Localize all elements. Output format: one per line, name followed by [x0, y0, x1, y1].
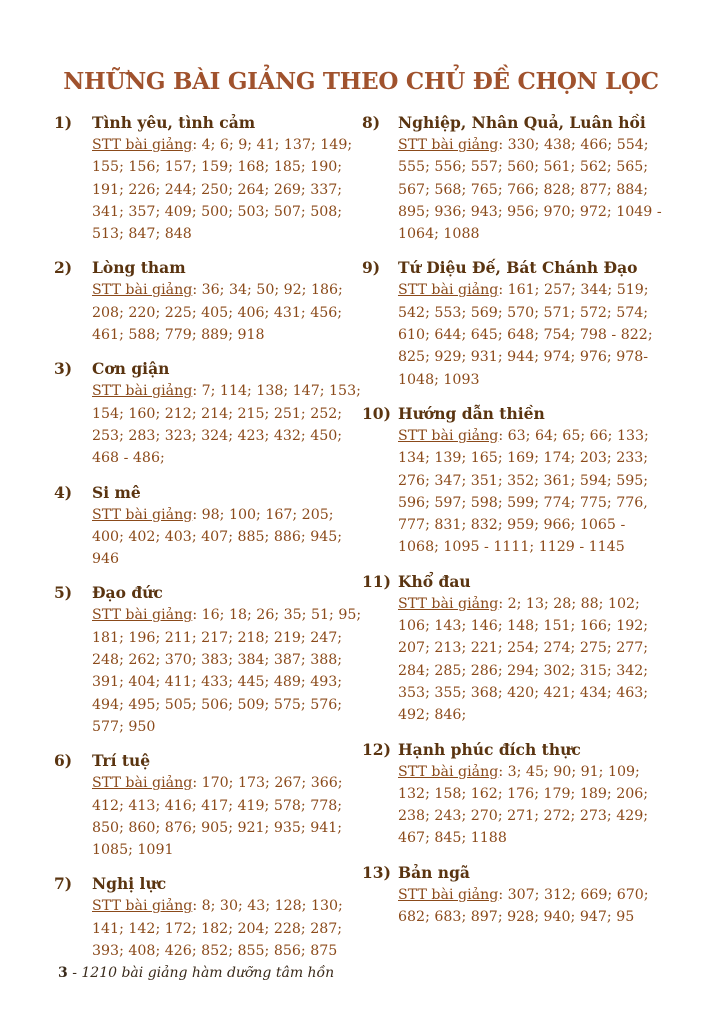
- lecture-line: [92, 504, 364, 526]
- topic-heading: [362, 112, 672, 134]
- lecture-line: 895; 936; 943; 956; 970; 972; 1049 -: [398, 203, 662, 220]
- lecture-line: 253; 283; 323; 324; 423; 432; 450;: [92, 427, 343, 444]
- lecture-values: : 98; 100; 167; 205;: [192, 506, 334, 523]
- lecture-line: 341; 357; 409; 500; 503; 507; 508;: [92, 203, 343, 220]
- topic-item: [54, 257, 364, 346]
- topic-number: 4): [54, 482, 73, 502]
- lecture-line: [398, 279, 672, 301]
- lecture-values: : 3; 45; 90; 91; 109;: [498, 763, 640, 780]
- lecture-numbers: [54, 504, 364, 571]
- lecture-label: STT bài giảng: [92, 383, 193, 400]
- lecture-line: 682; 683; 897; 928; 940; 947; 95: [398, 909, 635, 926]
- topic-item: [362, 862, 672, 929]
- lecture-line: 391; 404; 411; 433; 445; 489; 493;: [92, 674, 343, 691]
- lecture-numbers: [362, 593, 672, 727]
- topic-title: Hướng dẫn thiền: [398, 403, 545, 423]
- lecture-line: 284; 285; 286; 294; 302; 315; 342;: [398, 662, 649, 679]
- topic-heading: [54, 257, 364, 279]
- lecture-line: 400; 402; 403; 407; 885; 886; 945;: [92, 528, 343, 545]
- lecture-line: 191; 226; 244; 250; 264; 269; 337;: [92, 181, 343, 198]
- lecture-line: [398, 884, 672, 906]
- topic-title: Nghị lực: [92, 874, 167, 894]
- topic-item: [362, 739, 672, 850]
- lecture-line: 238; 243; 270; 271; 272; 273; 429;: [398, 808, 649, 825]
- lecture-numbers: [362, 761, 672, 850]
- lecture-values: : 330; 438; 466; 554;: [498, 137, 649, 153]
- topic-number: 10): [362, 403, 391, 423]
- lecture-values: : 170; 173; 267; 366;: [192, 775, 343, 792]
- topic-heading: [362, 403, 672, 425]
- lecture-label: STT bài giảng: [92, 506, 193, 523]
- lecture-line: 134; 139; 165; 169; 174; 203; 233;: [398, 450, 649, 467]
- lecture-line: 542; 553; 569; 570; 571; 572; 574;: [398, 304, 649, 321]
- topic-number: 3): [54, 359, 73, 379]
- lecture-line: 207; 213; 221; 254; 274; 275; 277;: [398, 640, 649, 657]
- lecture-line: 577; 950: [92, 718, 156, 735]
- lecture-line: 154; 160; 212; 214; 215; 251; 252;: [92, 405, 343, 422]
- topic-heading: [54, 582, 364, 604]
- topic-heading: [362, 862, 672, 884]
- lecture-line: [92, 380, 364, 402]
- lecture-line: 412; 413; 416; 417; 419; 578; 778;: [92, 797, 343, 814]
- topic-title: Si mê: [92, 482, 141, 502]
- lecture-line: 610; 644; 645; 648; 754; 798 - 822;: [398, 327, 653, 344]
- lecture-line: 276; 347; 351; 352; 361; 594; 595;: [398, 472, 649, 489]
- lecture-line: [92, 134, 364, 156]
- lecture-line: 132; 158; 162; 176; 179; 189; 206;: [398, 785, 649, 802]
- lecture-line: 1068; 1095 - 1111; 1129 - 1145: [398, 539, 625, 556]
- lecture-line: [398, 134, 672, 156]
- lecture-line: 825; 929; 931; 944; 974; 976; 978-: [398, 349, 649, 366]
- topic-number: 6): [54, 751, 73, 771]
- lecture-label: STT bài giảng: [92, 775, 193, 792]
- lecture-line: 946: [92, 551, 120, 568]
- topic-item: [54, 482, 364, 571]
- lecture-label: STT bài giảng: [92, 607, 193, 624]
- lecture-line: 248; 262; 370; 383; 384; 387; 388;: [92, 652, 343, 669]
- page-footer: [58, 965, 334, 981]
- lecture-line: 155; 156; 157; 159; 168; 185; 190;: [92, 159, 343, 176]
- topic-item: [54, 582, 364, 738]
- topic-heading: [54, 873, 364, 895]
- lecture-line: 494; 495; 505; 506; 509; 575; 576;: [92, 696, 343, 713]
- topic-number: 13): [362, 862, 391, 882]
- topic-item: [362, 403, 672, 559]
- topic-item: [54, 358, 364, 469]
- lecture-line: 467; 845; 1188: [398, 830, 507, 847]
- topic-item: [54, 873, 364, 962]
- topic-item: [54, 750, 364, 861]
- lecture-values: : 16; 18; 26; 35; 51; 95;: [192, 607, 362, 624]
- topic-column-left: [54, 112, 364, 974]
- lecture-values: : 63; 64; 65; 66; 133;: [498, 427, 649, 444]
- lecture-line: 777; 831; 832; 959; 966; 1065 -: [398, 517, 626, 534]
- lecture-label: STT bài giảng: [398, 427, 499, 444]
- topic-title: Cơn giận: [92, 359, 170, 379]
- lecture-values: : 307; 312; 669; 670;: [498, 886, 649, 903]
- lecture-label: STT bài giảng: [92, 282, 193, 299]
- topic-heading: [362, 257, 672, 279]
- lecture-values: : 36; 34; 50; 92; 186;: [192, 282, 343, 299]
- lecture-numbers: [54, 895, 364, 962]
- lecture-line: [398, 593, 672, 615]
- topic-heading: [362, 571, 672, 593]
- lecture-line: [398, 425, 672, 447]
- footer-separator: -: [67, 965, 82, 981]
- lecture-line: [92, 604, 364, 626]
- lecture-line: 461; 588; 779; 889; 918: [92, 327, 265, 344]
- lecture-numbers: [54, 772, 364, 861]
- lecture-line: 850; 860; 876; 905; 921; 935; 941;: [92, 819, 343, 836]
- lecture-line: 555; 556; 557; 560; 561; 562; 565;: [398, 159, 649, 176]
- topic-heading: [54, 482, 364, 504]
- lecture-values: : 4; 6; 9; 41; 137; 149;: [192, 137, 353, 153]
- lecture-numbers: [54, 134, 364, 245]
- topic-number: 9): [362, 258, 381, 278]
- lecture-line: [92, 772, 364, 794]
- topic-title: Đạo đức: [92, 583, 163, 603]
- lecture-line: 208; 220; 225; 405; 406; 431; 456;: [92, 304, 343, 321]
- lecture-label: STT bài giảng: [398, 886, 499, 903]
- lecture-numbers: [362, 279, 672, 390]
- lecture-numbers: [362, 425, 672, 559]
- lecture-label: STT bài giảng: [92, 137, 193, 153]
- topic-title: Bản ngã: [398, 862, 470, 882]
- lecture-values: : 161; 257; 344; 519;: [498, 282, 649, 299]
- topic-item: [362, 112, 672, 245]
- lecture-numbers: [362, 134, 672, 245]
- topic-title: Tình yêu, tình cảm: [92, 113, 256, 132]
- topic-number: 12): [362, 739, 391, 759]
- lecture-line: 393; 408; 426; 852; 855; 856; 875: [92, 943, 338, 960]
- lecture-line: [92, 895, 364, 917]
- topic-number: 2): [54, 258, 73, 278]
- lecture-line: [92, 279, 364, 301]
- topic-title: Lòng tham: [92, 258, 186, 278]
- lecture-line: 567; 568; 765; 766; 828; 877; 884;: [398, 181, 649, 198]
- lecture-line: 1064; 1088: [398, 226, 480, 243]
- topic-item: [54, 112, 364, 245]
- topic-title: Trí tuệ: [92, 751, 151, 771]
- page-title: NHỮNG BÀI GIẢNG THEO CHỦ ĐỀ CHỌN LỌC: [63, 68, 659, 95]
- lecture-line: 1048; 1093: [398, 371, 480, 388]
- topic-item: [362, 571, 672, 727]
- lecture-line: [398, 761, 672, 783]
- topic-title: Hạnh phúc đích thực: [398, 739, 581, 759]
- lecture-line: 596; 597; 598; 599; 774; 775; 776,: [398, 494, 648, 511]
- topic-item: [362, 257, 672, 390]
- lecture-line: 353; 355; 368; 420; 421; 434; 463;: [398, 684, 649, 701]
- lecture-label: STT bài giảng: [92, 898, 193, 915]
- lecture-line: 492; 846;: [398, 707, 467, 724]
- topic-title: Khổ đau: [398, 571, 471, 591]
- lecture-line: 468 - 486;: [92, 450, 165, 467]
- topic-title: Tứ Diệu Đế, Bát Chánh Đạo: [398, 258, 638, 278]
- lecture-line: 141; 142; 172; 182; 204; 228; 287;: [92, 920, 343, 937]
- topic-number: 7): [54, 874, 73, 894]
- topic-number: 1): [54, 113, 73, 132]
- lecture-line: 513; 847; 848: [92, 226, 192, 243]
- lecture-label: STT bài giảng: [398, 137, 499, 153]
- topic-title: Nghiệp, Nhân Quả, Luân hồi: [398, 113, 646, 132]
- lecture-values: : 8; 30; 43; 128; 130;: [192, 898, 343, 915]
- lecture-label: STT bài giảng: [398, 282, 499, 299]
- topic-number: 8): [362, 113, 381, 132]
- lecture-numbers: [54, 604, 364, 738]
- lecture-line: 181; 196; 211; 217; 218; 219; 247;: [92, 629, 343, 646]
- lecture-numbers: [362, 884, 672, 929]
- lecture-label: STT bài giảng: [398, 595, 499, 612]
- lecture-values: : 7; 114; 138; 147; 153;: [192, 383, 361, 400]
- lecture-values: : 2; 13; 28; 88; 102;: [498, 595, 640, 612]
- topic-number: 11): [362, 571, 391, 591]
- topic-heading: [362, 739, 672, 761]
- lecture-line: 1085; 1091: [92, 842, 174, 859]
- lecture-label: STT bài giảng: [398, 763, 499, 780]
- topic-heading: [54, 112, 364, 134]
- topic-column-right: [362, 112, 672, 940]
- topic-heading: [54, 358, 364, 380]
- topic-heading: [54, 750, 364, 772]
- lecture-numbers: [54, 279, 364, 346]
- book-title: 1210 bài giảng hàm dưỡng tâm hồn: [81, 965, 335, 981]
- lecture-numbers: [54, 380, 364, 469]
- lecture-line: 106; 143; 146; 148; 151; 166; 192;: [398, 618, 649, 635]
- page-number: 3: [58, 965, 68, 981]
- topic-number: 5): [54, 583, 73, 603]
